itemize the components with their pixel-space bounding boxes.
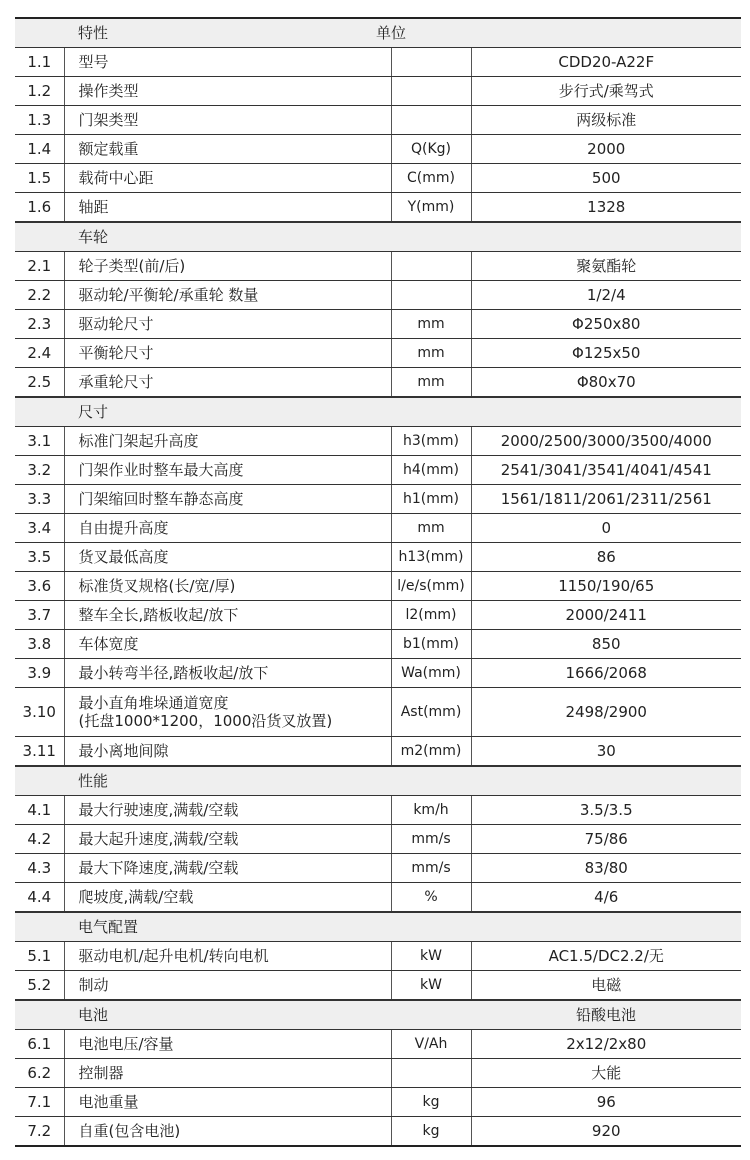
- table-row: [15, 310, 741, 339]
- row-index: 2.4: [15, 339, 64, 368]
- row-index: 3.1: [15, 427, 64, 456]
- row-feature: 平衡轮尺寸: [64, 339, 391, 368]
- row-feature: 电池重量: [64, 1088, 391, 1117]
- table-row: [15, 339, 741, 368]
- table-row: [15, 77, 741, 106]
- row-index: 1.1: [15, 48, 64, 77]
- section-title: 电池: [64, 1000, 471, 1030]
- table-header-row: [15, 18, 741, 48]
- row-unit: [391, 281, 471, 310]
- row-unit: [391, 106, 471, 135]
- row-value: 2000/2500/3000/3500/4000: [471, 427, 741, 456]
- section-value: [471, 912, 741, 942]
- row-index: 4.2: [15, 825, 64, 854]
- row-unit: kg: [391, 1088, 471, 1117]
- header-feature: 特性: [64, 18, 391, 48]
- table-row: [15, 942, 741, 971]
- row-value: Φ80x70: [471, 368, 741, 398]
- row-unit: h13(mm): [391, 543, 471, 572]
- row-value: 86: [471, 543, 741, 572]
- row-feature: 驱动轮/平衡轮/承重轮 数量: [64, 281, 391, 310]
- row-feature: 轴距: [64, 193, 391, 223]
- row-index: 3.7: [15, 601, 64, 630]
- table-row: [15, 514, 741, 543]
- row-feature: 自重(包含电池): [64, 1117, 391, 1147]
- row-feature: 轮子类型(前/后): [64, 252, 391, 281]
- row-unit: kW: [391, 942, 471, 971]
- table-row: [15, 106, 741, 135]
- row-index: 2.2: [15, 281, 64, 310]
- section-index: [15, 222, 64, 252]
- section-title: 电气配置: [64, 912, 471, 942]
- row-value: 83/80: [471, 854, 741, 883]
- row-index: 3.4: [15, 514, 64, 543]
- row-unit: kW: [391, 971, 471, 1001]
- table-row: [15, 1088, 741, 1117]
- row-index: 1.5: [15, 164, 64, 193]
- row-value: Φ250x80: [471, 310, 741, 339]
- row-unit: kg: [391, 1117, 471, 1147]
- row-feature: 载荷中心距: [64, 164, 391, 193]
- row-index: 3.8: [15, 630, 64, 659]
- row-value: 2498/2900: [471, 688, 741, 737]
- row-value: 步行式/乘驾式: [471, 77, 741, 106]
- row-feature: 门架类型: [64, 106, 391, 135]
- row-index: 6.2: [15, 1059, 64, 1088]
- table-row: [15, 427, 741, 456]
- row-value: 920: [471, 1117, 741, 1147]
- row-index: 3.2: [15, 456, 64, 485]
- row-unit: mm: [391, 310, 471, 339]
- row-unit: [391, 252, 471, 281]
- row-feature: 最小转弯半径,踏板收起/放下: [64, 659, 391, 688]
- table-row: [15, 368, 741, 398]
- row-unit: h3(mm): [391, 427, 471, 456]
- table-row: [15, 601, 741, 630]
- row-value: 1328: [471, 193, 741, 223]
- table-row: [15, 825, 741, 854]
- row-unit: Q(Kg): [391, 135, 471, 164]
- header-unit: 单位: [375, 24, 406, 42]
- row-index: 7.1: [15, 1088, 64, 1117]
- row-feature: 最小离地间隙: [64, 737, 391, 767]
- row-value: 2x12/2x80: [471, 1030, 741, 1059]
- row-value: 30: [471, 737, 741, 767]
- section-value: [471, 766, 741, 796]
- table-row: [15, 164, 741, 193]
- section-row: [15, 397, 741, 427]
- row-index: 5.1: [15, 942, 64, 971]
- table-row: [15, 485, 741, 514]
- row-unit: m2(mm): [391, 737, 471, 767]
- section-value: 铅酸电池: [471, 1000, 741, 1030]
- row-index: 4.4: [15, 883, 64, 913]
- table-row: [15, 572, 741, 601]
- row-value: 1150/190/65: [471, 572, 741, 601]
- row-index: 3.10: [15, 688, 64, 737]
- row-unit: [391, 48, 471, 77]
- row-value: 2000: [471, 135, 741, 164]
- row-unit: km/h: [391, 796, 471, 825]
- row-feature: 自由提升高度: [64, 514, 391, 543]
- row-feature: 最大起升速度,满载/空载: [64, 825, 391, 854]
- table-row: [15, 659, 741, 688]
- row-unit: mm: [391, 514, 471, 543]
- row-feature: [64, 688, 391, 737]
- row-unit: l2(mm): [391, 601, 471, 630]
- row-feature: 控制器: [64, 1059, 391, 1088]
- row-value: 两级标准: [471, 106, 741, 135]
- section-index: [15, 397, 64, 427]
- section-row: [15, 912, 741, 942]
- row-index: 2.5: [15, 368, 64, 398]
- row-feature: 爬坡度,满载/空载: [64, 883, 391, 913]
- section-title: 性能: [64, 766, 471, 796]
- table-row: [15, 630, 741, 659]
- row-value: 1666/2068: [471, 659, 741, 688]
- row-value: 75/86: [471, 825, 741, 854]
- table-row: [15, 854, 741, 883]
- row-feature: 门架缩回时整车静态高度: [64, 485, 391, 514]
- table-row: [15, 883, 741, 913]
- row-index: 2.1: [15, 252, 64, 281]
- row-feature: 操作类型: [64, 77, 391, 106]
- row-feature: 驱动轮尺寸: [64, 310, 391, 339]
- row-index: 3.6: [15, 572, 64, 601]
- row-value: 3.5/3.5: [471, 796, 741, 825]
- section-index: [15, 1000, 64, 1030]
- row-value: 1/2/4: [471, 281, 741, 310]
- row-value: AC1.5/DC2.2/无: [471, 942, 741, 971]
- section-title: 尺寸: [64, 397, 471, 427]
- row-feature: 额定载重: [64, 135, 391, 164]
- row-feature: 驱动电机/起升电机/转向电机: [64, 942, 391, 971]
- row-value: 电磁: [471, 971, 741, 1001]
- section-value: [471, 397, 741, 427]
- row-feature: 门架作业时整车最大高度: [64, 456, 391, 485]
- row-value: 500: [471, 164, 741, 193]
- table-row: [15, 135, 741, 164]
- row-value: 1561/1811/2061/2311/2561: [471, 485, 741, 514]
- table-row: [15, 971, 741, 1001]
- row-index: 3.5: [15, 543, 64, 572]
- row-feature-line: (托盘1000*1200，1000沿货叉放置): [78, 712, 333, 730]
- section-index: [15, 912, 64, 942]
- table-row: [15, 252, 741, 281]
- table-row: [15, 737, 741, 767]
- table-row: [15, 543, 741, 572]
- row-index: 4.3: [15, 854, 64, 883]
- row-unit: C(mm): [391, 164, 471, 193]
- row-value: 850: [471, 630, 741, 659]
- table-row: [15, 1030, 741, 1059]
- row-value: 96: [471, 1088, 741, 1117]
- table-row: [15, 688, 741, 737]
- row-value: Φ125x50: [471, 339, 741, 368]
- row-value: 大能: [471, 1059, 741, 1088]
- row-value: CDD20-A22F: [471, 48, 741, 77]
- row-index: 1.6: [15, 193, 64, 223]
- row-index: 3.11: [15, 737, 64, 767]
- section-index: [15, 766, 64, 796]
- spec-table: [15, 17, 741, 1147]
- table-row: [15, 456, 741, 485]
- row-unit: Wa(mm): [391, 659, 471, 688]
- row-value: 4/6: [471, 883, 741, 913]
- row-index: 3.3: [15, 485, 64, 514]
- row-index: 4.1: [15, 796, 64, 825]
- row-unit: mm/s: [391, 854, 471, 883]
- row-index: 2.3: [15, 310, 64, 339]
- table-row: [15, 281, 741, 310]
- table-row: [15, 796, 741, 825]
- row-feature: 制动: [64, 971, 391, 1001]
- row-index: 1.2: [15, 77, 64, 106]
- table-row: [15, 1117, 741, 1147]
- row-unit: Y(mm): [391, 193, 471, 223]
- row-unit: mm: [391, 339, 471, 368]
- row-value: 2000/2411: [471, 601, 741, 630]
- header-index: [15, 18, 64, 48]
- row-unit: [391, 77, 471, 106]
- row-unit: V/Ah: [391, 1030, 471, 1059]
- row-feature: 承重轮尺寸: [64, 368, 391, 398]
- row-index: 3.9: [15, 659, 64, 688]
- row-index: 7.2: [15, 1117, 64, 1147]
- row-feature: 标准门架起升高度: [64, 427, 391, 456]
- table-row: [15, 193, 741, 223]
- table-row: [15, 1059, 741, 1088]
- row-index: 1.3: [15, 106, 64, 135]
- section-row: [15, 766, 741, 796]
- row-feature: 标准货叉规格(长/宽/厚): [64, 572, 391, 601]
- row-value: 聚氨酯轮: [471, 252, 741, 281]
- row-value: 0: [471, 514, 741, 543]
- row-index: 1.4: [15, 135, 64, 164]
- row-feature: 型号: [64, 48, 391, 77]
- row-feature: 车体宽度: [64, 630, 391, 659]
- row-index: 6.1: [15, 1030, 64, 1059]
- row-unit: h1(mm): [391, 485, 471, 514]
- row-feature: 整车全长,踏板收起/放下: [64, 601, 391, 630]
- section-value: [471, 222, 741, 252]
- row-unit: h4(mm): [391, 456, 471, 485]
- section-title: 车轮: [64, 222, 471, 252]
- row-feature: 最大下降速度,满载/空载: [64, 854, 391, 883]
- row-feature-line: 最小直角堆垛通道宽度: [78, 694, 229, 712]
- row-unit: b1(mm): [391, 630, 471, 659]
- row-value: 2541/3041/3541/4041/4541: [471, 456, 741, 485]
- row-index: 5.2: [15, 971, 64, 1001]
- row-unit: mm/s: [391, 825, 471, 854]
- row-unit: l/e/s(mm): [391, 572, 471, 601]
- section-row: [15, 1000, 741, 1030]
- row-unit: mm: [391, 368, 471, 398]
- section-row: [15, 222, 741, 252]
- row-feature: 货叉最低高度: [64, 543, 391, 572]
- table-row: [15, 48, 741, 77]
- row-unit: [391, 1059, 471, 1088]
- row-feature: 电池电压/容量: [64, 1030, 391, 1059]
- row-feature: 最大行驶速度,满载/空载: [64, 796, 391, 825]
- row-unit: %: [391, 883, 471, 913]
- row-unit: Ast(mm): [391, 688, 471, 737]
